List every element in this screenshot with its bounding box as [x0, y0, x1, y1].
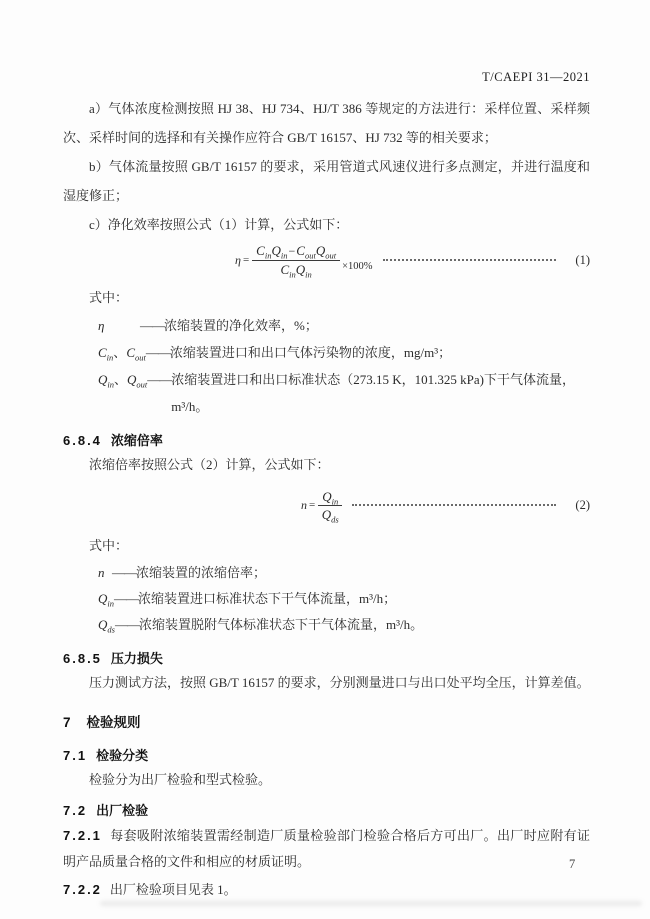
dot-leader [383, 259, 557, 261]
page-number: 7 [569, 857, 576, 871]
definition-dash: —— [114, 591, 139, 606]
clause-7-2-1 [63, 823, 590, 875]
definition-dash: —— [112, 565, 136, 580]
chapter-title: 检验规则 [86, 715, 141, 730]
section-title: 检验分类 [96, 748, 149, 763]
fraction-denominator: $C_{in}Q_{in}$ [280, 262, 312, 280]
formula-2 [63, 482, 590, 528]
definition-dash: —— [145, 345, 170, 360]
definition-text-eta: 浓缩装置的净化效率，%； [164, 318, 318, 333]
clause-item-b: b）气体流量按照 GB/T 16157 的要求，采用管道式风速仪进行多点测定，并进行温度和湿度修正； [63, 159, 590, 203]
definition-text-qds: 浓缩装置脱附气体标准状态下干气体流量，m³/h。 [138, 617, 424, 632]
symbol-n: n [98, 565, 105, 580]
definition-row-n [63, 560, 590, 586]
definition-text-c: 浓缩装置进口和出口气体污染物的浓度，mg/m³； [169, 345, 452, 360]
formula-1-number: (1) [575, 252, 590, 267]
section-heading-6-8-5 [63, 650, 590, 668]
symbol-c-in-out: $C_{in}$、$C_{out}$ [98, 345, 146, 363]
definition-dash: —— [147, 372, 172, 387]
clause-item-a: a）气体浓度检测按照 HJ 38、HJ 734、HJ/T 386 等规定的方法进行：采样位置、采样频次、采样时间的选择和有关操作应符合 GB/T 16157、HJ 732 等的相关要求； [63, 101, 590, 145]
definition-row-qin [63, 586, 590, 612]
pressure-loss-paragraph: 压力测试方法，按照 GB/T 16157 的要求，分别测量进口与出口处平均全压，计算差值。 [89, 675, 590, 690]
clause-text: 出厂检验项目见表 1。 [109, 882, 237, 897]
section-title: 压力损失 [110, 651, 163, 666]
chapter-heading-7 [63, 713, 590, 733]
standard-code: T/CAEPI 31—2021 [482, 70, 590, 84]
section-number: 6.8.4 [63, 433, 102, 448]
definition-text-qin: 浓缩装置进口标准状态下干气体流量，m³/h； [138, 591, 397, 606]
clause-number: 7.2.1 [63, 828, 102, 843]
clause-7-2-2 [63, 877, 590, 903]
times-100-percent: ×100% [342, 260, 373, 272]
section-number: 6.8.5 [63, 651, 102, 666]
definition-dash: —— [140, 318, 164, 333]
formula-1 [63, 239, 590, 281]
definition-row-c [63, 339, 590, 366]
variable-n: n = [301, 497, 316, 512]
section-number: 7.2 [63, 803, 88, 818]
symbol-q-in-out: $Q_{in}$、$Q_{out}$ [98, 372, 148, 390]
clause-item-c: c）净化效率按照公式（1）计算，公式如下： [89, 217, 349, 232]
definition-row-eta [63, 312, 590, 339]
fraction [252, 243, 340, 280]
formula-2-intro: 浓缩倍率按照公式（2）计算，公式如下： [89, 457, 330, 472]
inspection-classification-paragraph: 检验分为出厂检验和型式检验。 [89, 772, 272, 787]
section-number: 7.1 [63, 748, 88, 763]
scan-artifact [100, 901, 642, 906]
symbol-q-in: $Q_{in}$ [98, 591, 115, 609]
formula-1-expression [235, 243, 373, 280]
definition-text-n: 浓缩装置的浓缩倍率； [136, 565, 267, 580]
formula-2-number: (2) [575, 497, 590, 512]
definition-text-q: 浓缩装置进口和出口标准状态（273.15 K，101.325 kPa)下干气体流量，m³/h。 [171, 372, 576, 414]
definition-row-qds [63, 612, 590, 638]
section-heading-6-8-4 [63, 432, 590, 450]
symbol-q-ds: $Q_{ds}$ [98, 617, 115, 635]
where-label-2: 式中： [89, 538, 129, 553]
fraction-numerator: $C_{in}Q_{in}-C_{out}Q_{out}$ [252, 243, 340, 261]
where-label-1: 式中： [89, 290, 129, 305]
fraction-denominator: $Q_{ds}$ [321, 506, 339, 525]
variable-eta: η = [235, 252, 250, 267]
dot-leader [352, 504, 556, 506]
section-title: 浓缩倍率 [110, 433, 163, 448]
fraction-numerator: $Q_{in}$ [318, 489, 342, 506]
section-heading-7-1 [63, 747, 590, 765]
definition-row-q [63, 366, 590, 420]
clause-number: 7.2.2 [63, 882, 102, 897]
formula-2-expression [301, 488, 342, 525]
chapter-number: 7 [63, 715, 73, 730]
section-title: 出厂检验 [96, 803, 149, 818]
fraction [318, 488, 342, 525]
definition-dash: —— [114, 617, 139, 632]
section-heading-7-2 [63, 802, 590, 820]
symbol-eta: η [98, 318, 105, 333]
clause-text: 每套吸附浓缩装置需经制造厂质量检验部门检验合格后方可出厂。出厂时应附有证明产品质量合格的文件和相应的材质证明。 [63, 828, 590, 869]
